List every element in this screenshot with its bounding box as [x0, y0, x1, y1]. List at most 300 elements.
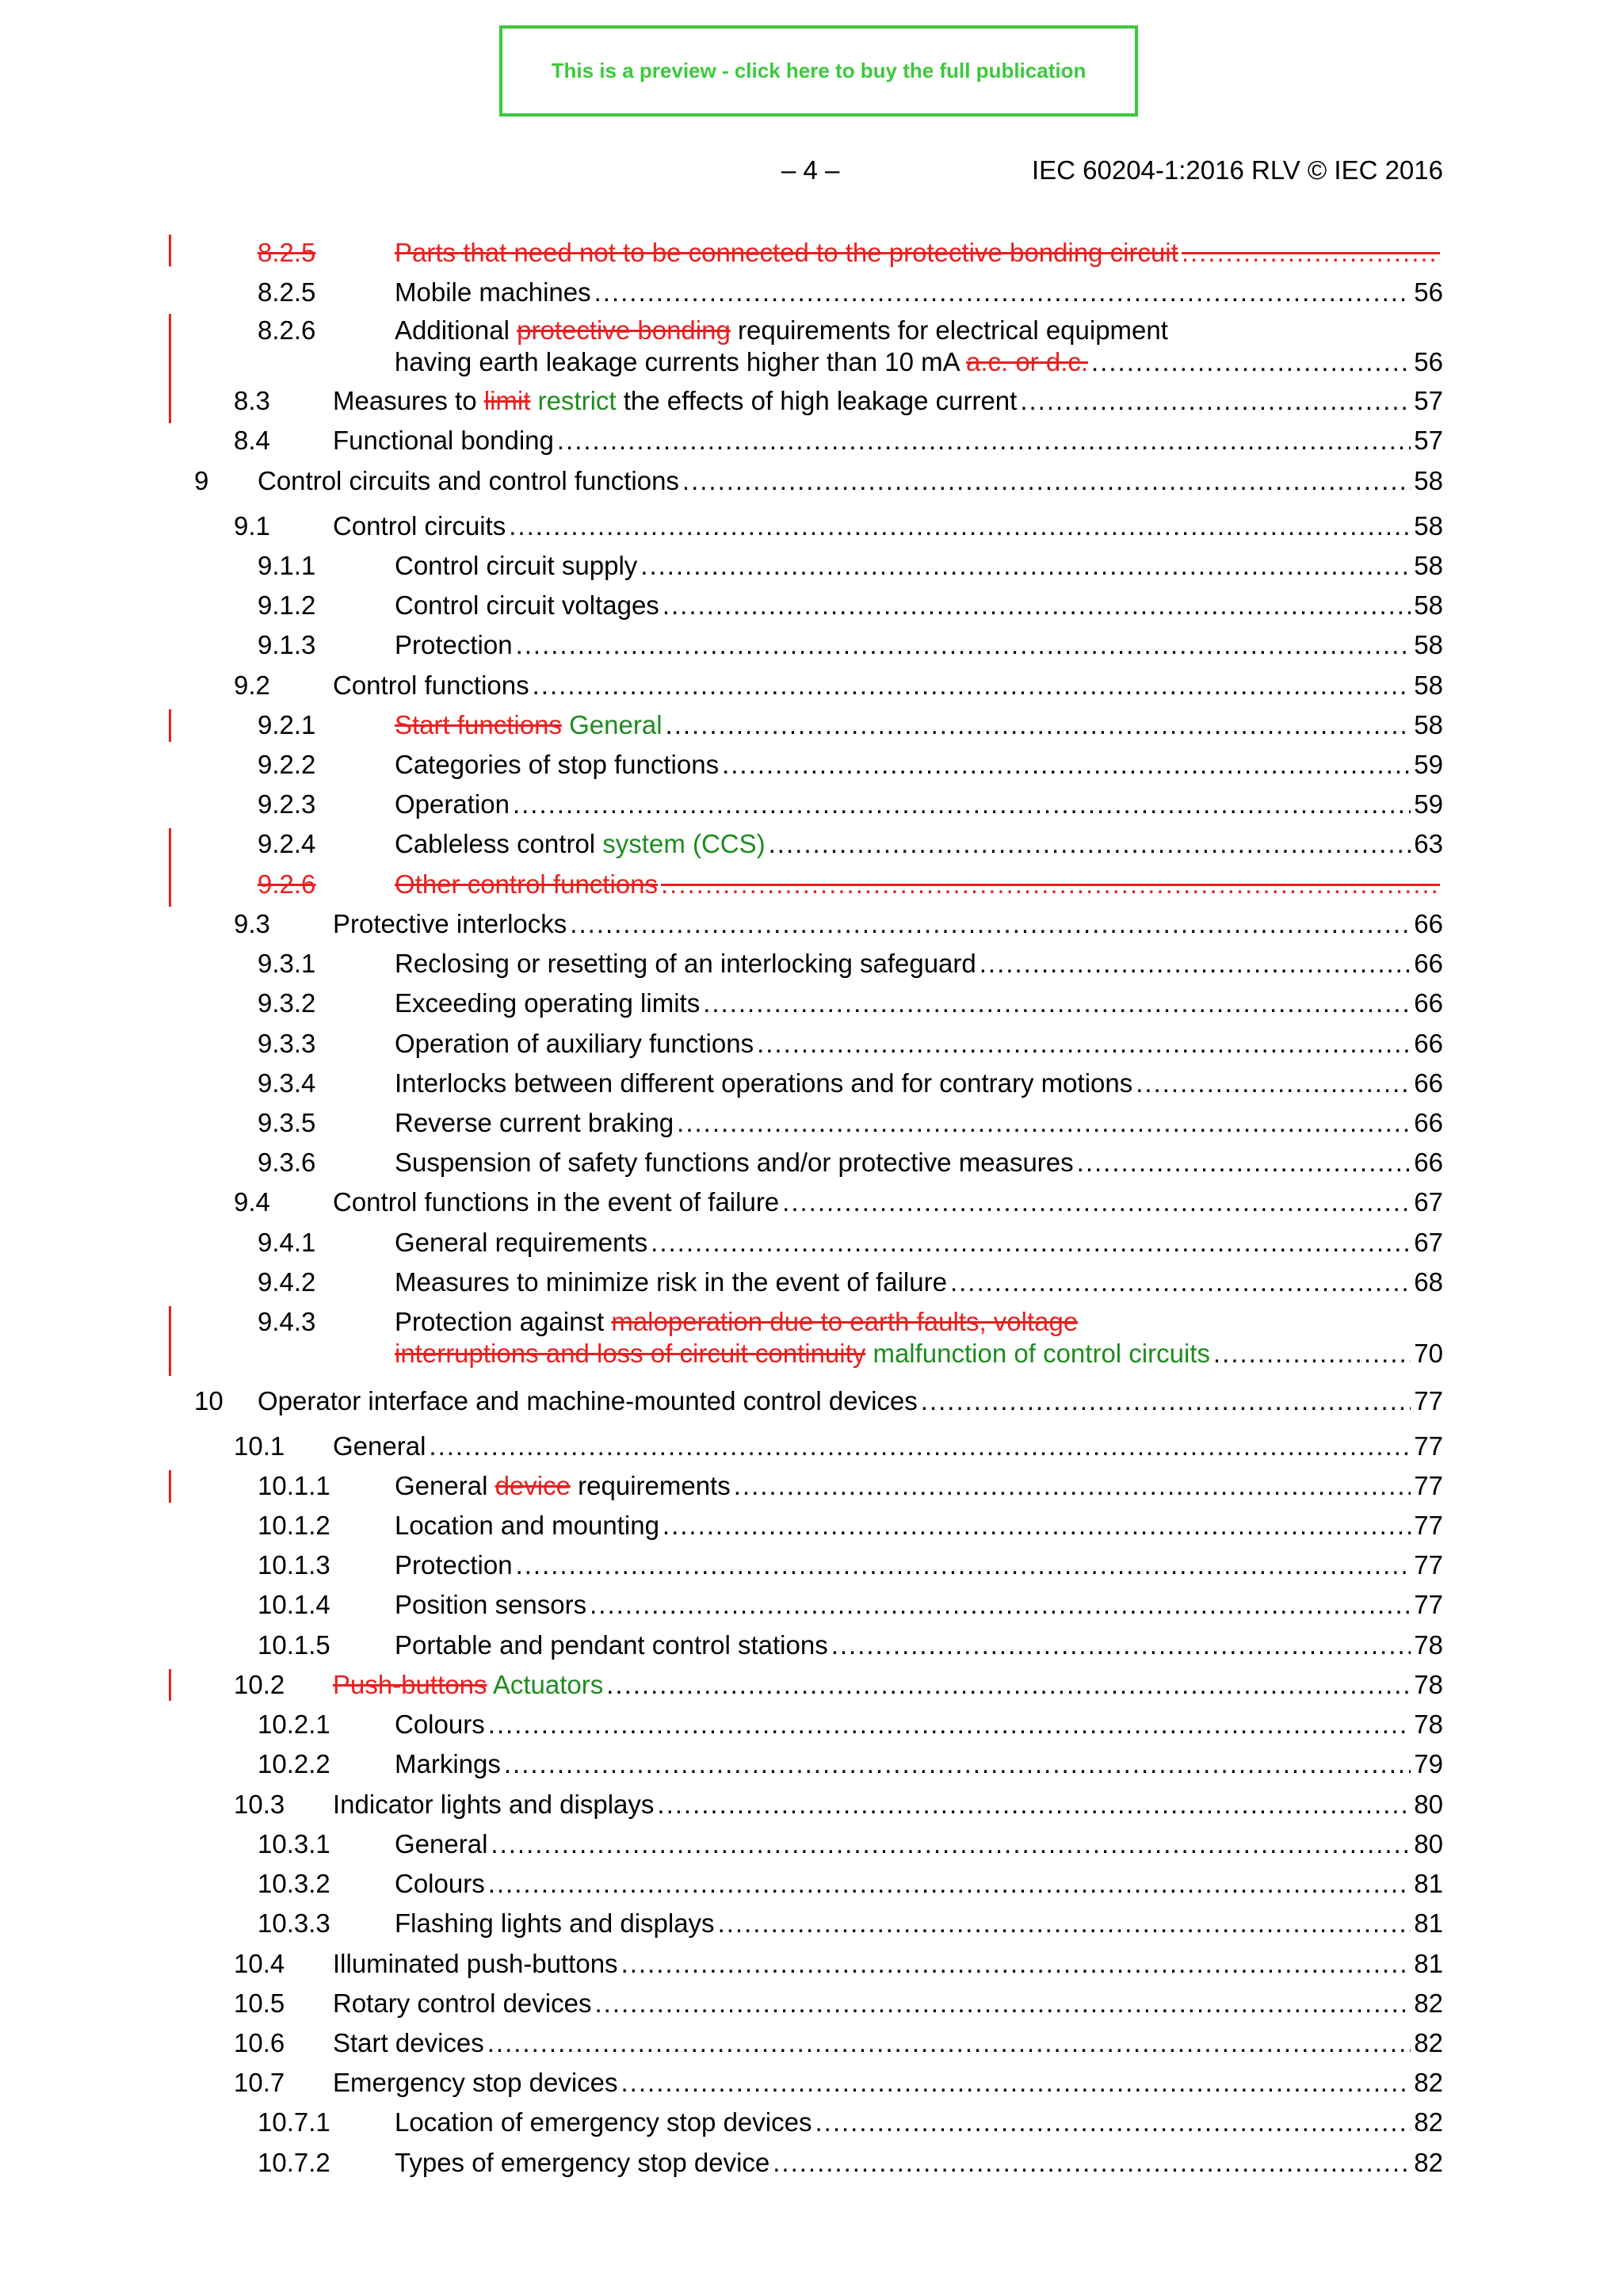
- toc-entry-number: 9.4.2: [258, 1267, 316, 1297]
- toc-title-text: Protection: [395, 630, 513, 659]
- toc-title-text: Control circuit voltages: [395, 590, 659, 620]
- toc-deleted-text: limit: [483, 386, 531, 415]
- toc-page-number: 77: [1414, 1590, 1443, 1619]
- toc-entry-number: 9.2: [234, 670, 270, 700]
- toc-entry-title: [333, 1186, 779, 1218]
- toc-entry-number: 10.2.1: [258, 1710, 330, 1739]
- toc-title-text: Control functions: [333, 670, 529, 700]
- toc-entry-number: 9.3.5: [258, 1108, 316, 1137]
- toc-entry-line: [395, 2107, 1443, 2138]
- toc-title-text: Functional bonding: [333, 426, 554, 455]
- toc-entry-title: [395, 869, 658, 900]
- toc-title-text: Emergency stop devices: [333, 2068, 618, 2097]
- toc-entry-number: 9.3: [234, 909, 270, 938]
- toc-entry-title: [395, 1748, 501, 1780]
- toc-entry-line: [258, 465, 1443, 497]
- toc-title-text: Colours: [395, 1869, 485, 1898]
- toc-entry-line: [395, 709, 1443, 741]
- toc-page-number: 77: [1414, 1511, 1443, 1540]
- toc-entry[interactable]: [0, 1709, 1623, 1740]
- change-bar: [169, 1669, 171, 1701]
- toc-entry-title: [258, 1385, 918, 1417]
- toc-leader-dots: [734, 1470, 1411, 1502]
- toc-entry-number: 10.3.2: [258, 1869, 330, 1898]
- toc-entry[interactable]: [0, 1748, 1623, 1780]
- toc-entry-number: 9.1.1: [258, 551, 316, 580]
- toc-page-number: 67: [1414, 1187, 1443, 1217]
- toc-entry[interactable]: [0, 2027, 1623, 2059]
- toc-inserted-text: restrict: [537, 386, 617, 415]
- toc-entry-title: [395, 789, 510, 820]
- toc-entry-number: 9.2.3: [258, 789, 316, 819]
- toc-entry[interactable]: [0, 629, 1623, 661]
- toc-entry-line: [395, 1748, 1443, 1780]
- toc-title-text: General: [395, 1471, 488, 1500]
- toc-deleted-text: Push-buttons: [333, 1670, 487, 1699]
- toc-entry[interactable]: [0, 385, 1623, 417]
- toc-entry-number: 10.7: [234, 2068, 285, 2097]
- toc-entry-line: [395, 1828, 1443, 1860]
- toc-entry-title: [395, 709, 663, 741]
- toc-entry-line: [395, 277, 1443, 308]
- toc-leader-dots: [533, 670, 1411, 701]
- toc-title-text: requirements: [578, 1471, 731, 1500]
- toc-title-text: Measures to: [333, 386, 477, 415]
- toc-entry[interactable]: [0, 1549, 1623, 1581]
- toc-title-text: General requirements: [395, 1228, 648, 1257]
- toc-entry-number: 10.1.4: [258, 1590, 330, 1619]
- toc-entry-line: [395, 1147, 1443, 1179]
- toc-entry-title: [333, 2027, 484, 2059]
- toc-entry[interactable]: [0, 315, 1623, 378]
- toc-leader-dots: [663, 590, 1411, 621]
- toc-entry[interactable]: [0, 1908, 1623, 1939]
- toc-page-number: 58: [1414, 511, 1443, 541]
- toc-deleted-text: device: [495, 1471, 571, 1500]
- toc-page-number: 81: [1414, 1869, 1443, 1898]
- toc-entry-number: 10.2.2: [258, 1749, 330, 1778]
- toc-entry[interactable]: [0, 2067, 1623, 2099]
- toc-entry[interactable]: [0, 1789, 1623, 1820]
- toc-entry[interactable]: [0, 2107, 1623, 2138]
- toc-entry-title: [395, 1709, 485, 1740]
- toc-title-text: having earth leakage currents higher than 10 mA: [395, 347, 959, 376]
- toc-inserted-text: Actuators: [492, 1670, 604, 1699]
- toc-entry[interactable]: [0, 1068, 1623, 1099]
- toc-entry-line: [395, 590, 1443, 621]
- toc-leader-dots: [594, 1988, 1411, 2019]
- toc-entry[interactable]: [0, 1186, 1623, 1218]
- toc-entry-title: [395, 2107, 812, 2138]
- toc-entry-number: 10.7.1: [258, 2107, 330, 2137]
- toc-title-text: Protection: [395, 1550, 513, 1580]
- toc-entry-title: [333, 1669, 603, 1701]
- toc-leader-dots: [657, 1789, 1411, 1820]
- toc-entry-number: 10.2: [234, 1670, 285, 1699]
- toc-entry-line: [333, 1669, 1443, 1701]
- toc-leader-dots: [509, 510, 1411, 542]
- toc-page-number: 66: [1414, 909, 1443, 938]
- toc-title-text: Rotary control devices: [333, 1988, 592, 2018]
- toc-entry-number: 10.7.2: [258, 2148, 330, 2177]
- toc-leader-dots: [682, 465, 1411, 497]
- toc-page-number: 59: [1414, 789, 1443, 819]
- toc-entry-title: [395, 1227, 647, 1259]
- toc-entry-title: [333, 385, 1017, 417]
- toc-leader-dots: [1182, 237, 1440, 269]
- toc-entry-line: [395, 550, 1443, 582]
- toc-entry[interactable]: [0, 828, 1623, 860]
- toc-entry-title: [395, 1107, 674, 1139]
- toc-title-text: Markings: [395, 1749, 501, 1778]
- toc-title-text: Colours: [395, 1710, 485, 1739]
- toc-entry-number: 9.1.2: [258, 590, 316, 620]
- toc-page-number: 67: [1414, 1228, 1443, 1257]
- toc-page-number: 57: [1414, 386, 1443, 415]
- toc-entry-title: [395, 1470, 731, 1502]
- toc-page-number: 82: [1414, 2148, 1443, 2177]
- toc-title-text: requirements for electrical equipment: [738, 315, 1168, 345]
- toc-entry[interactable]: [0, 1107, 1623, 1139]
- toc-title-text: Flashing lights and displays: [395, 1908, 715, 1938]
- toc-entry-line: [395, 1868, 1443, 1900]
- toc-entry-title: [395, 1549, 513, 1581]
- toc-page-number: 77: [1414, 1550, 1443, 1580]
- toc-entry-number: 8.3: [234, 386, 270, 415]
- toc-entry[interactable]: [0, 1868, 1623, 1900]
- toc-leader-dots: [703, 988, 1411, 1019]
- toc-title-text: Portable and pendant control stations: [395, 1630, 828, 1660]
- toc-entry-number: 8.4: [234, 426, 270, 455]
- toc-leader-dots: [557, 425, 1411, 457]
- change-bar: [169, 235, 171, 266]
- toc-entry-title: [333, 1988, 591, 2019]
- toc-entry-number: 9.3.6: [258, 1148, 316, 1177]
- toc-entry[interactable]: [0, 1828, 1623, 1860]
- toc-page-number: 58: [1414, 590, 1443, 620]
- toc-page-number: 58: [1414, 630, 1443, 659]
- toc-entry-line: [395, 948, 1443, 980]
- toc-entry-title: [395, 590, 659, 621]
- toc-entry-title: [258, 465, 679, 497]
- toc-entry-title: [333, 1789, 654, 1820]
- toc-entry[interactable]: [0, 988, 1623, 1019]
- toc-leader-dots: [1136, 1068, 1411, 1099]
- toc-entry[interactable]: [0, 1589, 1623, 1621]
- toc-page-number: 56: [1414, 277, 1443, 307]
- toc-entry-line: [395, 1510, 1443, 1541]
- toc-entry-title-continued: [395, 1338, 1210, 1370]
- toc-entry-title: [395, 1028, 754, 1060]
- toc-entry-number: 10.4: [234, 1949, 285, 1978]
- toc-title-text: Start devices: [333, 2028, 484, 2057]
- toc-entry-number: 9.4: [234, 1187, 270, 1217]
- toc-page-number: 80: [1414, 1829, 1443, 1859]
- toc-page-number: 82: [1414, 1988, 1443, 2018]
- toc-leader-dots: [1077, 1147, 1411, 1179]
- toc-leader-dots: [663, 1510, 1411, 1541]
- toc-entry-number: 9: [194, 466, 209, 495]
- toc-title-text: Reverse current braking: [395, 1108, 674, 1137]
- toc-entry-number: 9.3.2: [258, 988, 316, 1018]
- toc-page-number: 79: [1414, 1749, 1443, 1778]
- toc-entry[interactable]: [0, 908, 1623, 940]
- toc-title-text: Mobile machines: [395, 277, 591, 307]
- toc-entry-number: 10.3.1: [258, 1829, 330, 1859]
- toc-entry-line: [333, 1186, 1443, 1218]
- toc-page-number: 63: [1414, 829, 1443, 858]
- toc-title-text: Control circuit supply: [395, 551, 638, 580]
- toc-entry[interactable]: [0, 1629, 1623, 1661]
- toc-deleted-text: interruptions and loss of circuit continuity: [395, 1339, 866, 1368]
- toc-deleted-text: protective bonding: [517, 315, 731, 345]
- toc-page-number: 82: [1414, 2107, 1443, 2137]
- toc-title-text: Illuminated push-buttons: [333, 1949, 618, 1978]
- toc-leader-dots: [950, 1266, 1411, 1298]
- toc-entry-title: [333, 425, 554, 457]
- toc-entry-line: [333, 425, 1443, 457]
- toc-entry-line: [395, 346, 1443, 378]
- toc-entry-title: [395, 1306, 1078, 1338]
- toc-title-text: General: [395, 1829, 488, 1859]
- toc-leader-dots: [651, 1227, 1411, 1259]
- toc-entry-title-continued: [395, 346, 1088, 378]
- toc-entry-title: [333, 510, 506, 542]
- toc-leader-dots: [640, 550, 1411, 582]
- toc-page-number: 58: [1414, 710, 1443, 739]
- toc-page-number: 66: [1414, 1148, 1443, 1177]
- toc-title-text: Additional: [395, 315, 510, 345]
- page-number: – 4 –: [781, 155, 840, 185]
- toc-title-text: Position sensors: [395, 1590, 587, 1619]
- toc-title-text: Protection against: [395, 1307, 605, 1336]
- toc-title-text: Reclosing or resetting of an interlocking safeguard: [395, 949, 976, 978]
- toc-leader-dots: [782, 1186, 1411, 1218]
- toc-page-number: 70: [1414, 1339, 1443, 1368]
- toc-page-number: 77: [1414, 1386, 1443, 1415]
- toc-page-number: 58: [1414, 670, 1443, 700]
- toc-entry-line: [395, 315, 1168, 346]
- toc-entry-title: [333, 908, 567, 940]
- toc-deleted-text: Start functions: [395, 710, 562, 739]
- toc-entry-title: [333, 2067, 618, 2099]
- toc-title-text: Operator interface and machine-mounted control devices: [258, 1386, 918, 1415]
- toc-title-text: Categories of stop functions: [395, 750, 720, 779]
- toc-leader-dots: [718, 1908, 1411, 1939]
- toc-entry-line: [395, 749, 1443, 781]
- toc-entry-title: [395, 749, 719, 781]
- toc-page-number: 78: [1414, 1670, 1443, 1699]
- toc-entry-title: [395, 1868, 485, 1900]
- toc-page-number: 68: [1414, 1267, 1443, 1297]
- toc-entry[interactable]: [0, 948, 1623, 980]
- toc-page-number: 66: [1414, 949, 1443, 978]
- toc-entry-title: [395, 1589, 586, 1621]
- toc-entry[interactable]: [0, 237, 1623, 269]
- toc-title-text: General: [333, 1431, 426, 1461]
- toc-entry-number: 9.2.6: [258, 869, 316, 899]
- toc-leader-dots: [606, 1669, 1411, 1701]
- toc-entry-title: [395, 550, 637, 582]
- toc-entry[interactable]: [0, 510, 1623, 542]
- toc-entry-title: [395, 2147, 769, 2179]
- toc-leader-dots: [488, 1868, 1411, 1900]
- toc-entry-number: 10.1.5: [258, 1630, 330, 1660]
- toc-entry-line: [395, 1068, 1443, 1099]
- toc-leader-dots: [590, 1589, 1411, 1621]
- toc-leader-dots: [621, 1948, 1411, 1980]
- toc-entry-number: 9.2.2: [258, 750, 316, 779]
- toc-title-text: Types of emergency stop device: [395, 2148, 770, 2177]
- toc-entry-title: [395, 1147, 1074, 1179]
- toc-entry-line: [395, 1589, 1443, 1621]
- toc-entry-line: [395, 1629, 1443, 1661]
- toc-title-text: Suspension of safety functions and/or protective measures: [395, 1148, 1074, 1177]
- toc-entry-title: [395, 988, 700, 1019]
- toc-leader-dots: [516, 629, 1411, 661]
- toc-page-number: 82: [1414, 2068, 1443, 2097]
- toc-entry[interactable]: [0, 1266, 1623, 1298]
- toc-entry[interactable]: [0, 465, 1623, 497]
- toc-page-number: 78: [1414, 1630, 1443, 1660]
- toc-entry-title: [395, 315, 1168, 346]
- toc-page-number: 81: [1414, 1949, 1443, 1978]
- toc-entry-title: [395, 237, 1178, 269]
- toc-entry-line: [395, 1709, 1443, 1740]
- toc-entry-number: 9.4.3: [258, 1307, 316, 1336]
- toc-entry-title: [395, 629, 513, 661]
- change-bar: [169, 1306, 171, 1376]
- toc-entry-number: 10.3: [234, 1790, 285, 1819]
- toc-entry[interactable]: [0, 1306, 1623, 1370]
- toc-leader-dots: [980, 948, 1411, 980]
- toc-page-number: 82: [1414, 2028, 1443, 2057]
- toc-leader-dots: [1020, 385, 1411, 417]
- toc-entry[interactable]: [0, 709, 1623, 741]
- toc-page-number: 66: [1414, 1068, 1443, 1098]
- toc-title-text: Control circuits: [333, 511, 506, 541]
- toc-title-text: Cableless control: [395, 829, 596, 858]
- toc-entry[interactable]: [0, 425, 1623, 457]
- toc-title-text: Control circuits and control functions: [258, 466, 679, 495]
- change-bar: [169, 709, 171, 742]
- toc-entry-line: [333, 1789, 1443, 1820]
- toc-entry-title: [333, 1431, 426, 1462]
- toc-page-number: 59: [1414, 750, 1443, 779]
- toc-entry-line: [333, 670, 1443, 701]
- toc-entry[interactable]: [0, 1147, 1623, 1179]
- toc-entry-title: [333, 1948, 618, 1980]
- toc-page-number: 66: [1414, 1108, 1443, 1137]
- toc-entry-number: 10.6: [234, 2028, 285, 2057]
- toc-entry-line: [333, 2067, 1443, 2099]
- toc-title-text: Parts that need not to be connected to the protective bonding circuit: [395, 238, 1178, 267]
- toc-page-number: 58: [1414, 551, 1443, 580]
- toc-entry-line: [333, 510, 1443, 542]
- toc-entry[interactable]: [0, 1669, 1623, 1701]
- toc-entry-number: 9.3.4: [258, 1068, 316, 1098]
- toc-leader-dots: [661, 869, 1440, 900]
- toc-entry[interactable]: [0, 1470, 1623, 1502]
- toc-entry-number: 8.2.6: [258, 315, 316, 345]
- toc-page-number: 56: [1414, 347, 1443, 376]
- toc-entry-number: 9.2.4: [258, 829, 316, 858]
- toc-leader-dots: [504, 1748, 1411, 1780]
- toc-leader-dots: [429, 1431, 1411, 1462]
- toc-entry-title: [395, 1629, 828, 1661]
- preview-banner-link[interactable]: This is a preview - click here to buy the full publication: [499, 25, 1138, 117]
- toc-entry-line: [395, 1227, 1443, 1259]
- toc-inserted-text: system (CCS): [602, 829, 766, 858]
- toc-entry-line: [395, 988, 1443, 1019]
- toc-entry-line: [395, 2147, 1443, 2179]
- toc-entry[interactable]: [0, 749, 1623, 781]
- toc-page-number: 66: [1414, 988, 1443, 1018]
- toc-entry-title: [395, 277, 591, 308]
- toc-entry-line: [333, 1431, 1443, 1462]
- toc-entry-title: [395, 1908, 715, 1939]
- toc-leader-dots: [491, 1828, 1411, 1860]
- toc-entry-line: [395, 1306, 1078, 1338]
- toc-entry[interactable]: [0, 1385, 1623, 1417]
- toc-entry-number: 10.1.3: [258, 1550, 330, 1580]
- toc-entry-line: [395, 1028, 1443, 1060]
- toc-leader-dots: [594, 277, 1411, 308]
- toc-entry-number: 9.1.3: [258, 630, 316, 659]
- toc-entry-number: 9.2.1: [258, 710, 316, 739]
- toc-entry[interactable]: [0, 277, 1623, 308]
- toc-page-number: 57: [1414, 426, 1443, 455]
- toc-entry[interactable]: [0, 1227, 1623, 1259]
- toc-entry[interactable]: [0, 1028, 1623, 1060]
- toc-entry[interactable]: [0, 1948, 1623, 1980]
- toc-entry[interactable]: [0, 550, 1623, 582]
- toc-title-text: Interlocks between different operations and for contrary motions: [395, 1068, 1133, 1098]
- toc-leader-dots: [621, 2067, 1411, 2099]
- toc-entry[interactable]: [0, 789, 1623, 820]
- toc-page-number: 66: [1414, 1029, 1443, 1058]
- change-bar: [169, 828, 171, 907]
- toc-entry-line: [395, 629, 1443, 661]
- toc-entry[interactable]: [0, 1431, 1623, 1462]
- toc-entry-line: [395, 789, 1443, 820]
- toc-entry[interactable]: [0, 670, 1623, 701]
- toc-leader-dots: [1091, 346, 1411, 378]
- toc-entry[interactable]: [0, 1988, 1623, 2019]
- toc-leader-dots: [1213, 1338, 1411, 1370]
- toc-page-number: 81: [1414, 1908, 1443, 1938]
- toc-leader-dots: [516, 1549, 1411, 1581]
- toc-leader-dots: [570, 908, 1411, 940]
- document-reference: IEC 60204-1:2016 RLV © IEC 2016: [1031, 155, 1443, 185]
- toc-entry-number: 10.3.3: [258, 1908, 330, 1938]
- toc-entry-number: 10.5: [234, 1988, 285, 2018]
- toc-page-number: 77: [1414, 1431, 1443, 1461]
- toc-entry[interactable]: [0, 2147, 1623, 2179]
- toc-entry-title: [395, 1068, 1132, 1099]
- toc-entry-number: 10.1.2: [258, 1511, 330, 1540]
- toc-leader-dots: [921, 1385, 1411, 1417]
- toc-entry-line: [395, 1266, 1443, 1298]
- toc-entry-number: 10.1.1: [258, 1471, 330, 1500]
- toc-entry[interactable]: [0, 590, 1623, 621]
- toc-entry-line: [395, 869, 1443, 900]
- toc-deleted-text: a.c. or d.c.: [965, 347, 1089, 376]
- toc-entry[interactable]: [0, 1510, 1623, 1541]
- toc-entry-number: 9.1: [234, 511, 270, 541]
- toc-entry[interactable]: [0, 869, 1623, 900]
- toc-leader-dots: [666, 709, 1411, 741]
